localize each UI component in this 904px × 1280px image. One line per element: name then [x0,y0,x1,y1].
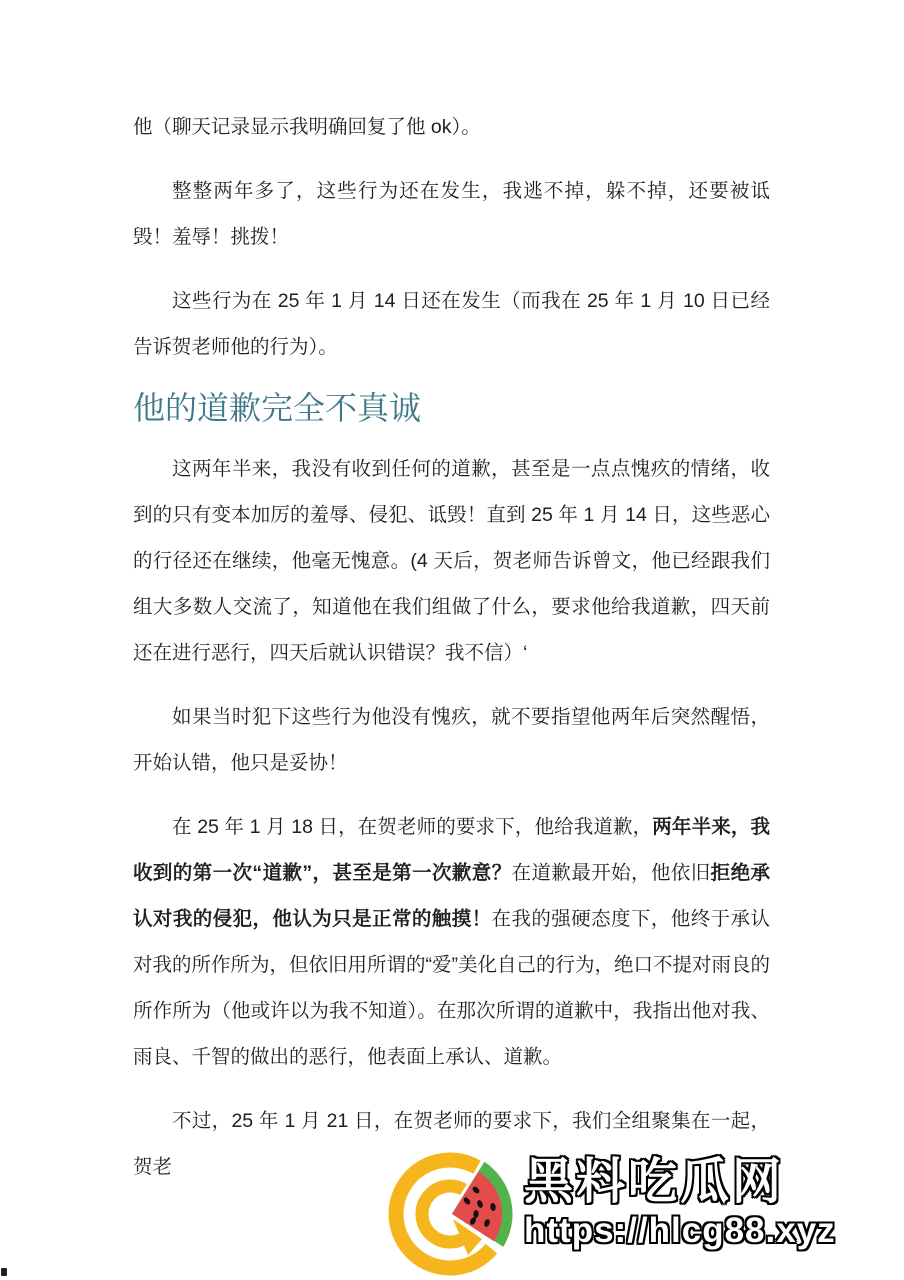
text-run: 不过，25 年 1 月 21 日，在贺老师的要求下，我们全组聚集在一起，贺老 [133,1110,770,1178]
watermark [386,1150,904,1280]
paragraph [133,694,770,786]
text-run: 他的道歉完全不真诚 [133,390,422,426]
watermark-text [524,1154,836,1252]
paragraph [133,446,770,676]
paragraph [133,804,770,1080]
section-heading [133,388,770,428]
bold-text-run: 两年半来，我收到的第一次“道歉”，甚至是第一次歉意？ [133,816,770,884]
text-run: 在我的强硬态度下，他终于承认对我的所作所为，但依旧用所谓的“爱”美化自己的行为，绝口不提对雨良的所作所为（他或许以为我不知道）。在那次所谓的道歉中，我指出他对我、雨良、千智的做出的恶行，他表面上承认、道歉。 [133,908,770,1068]
text-run: 他（聊天记录显示我明确回复了他 ok）。 [133,116,481,138]
text-run: 在道歉最开始，他依旧 [511,862,711,884]
bold-text-run: 拒绝承认对我的侵犯，他认为只是正常的触摸！ [133,862,770,930]
paragraph [133,278,770,370]
watermelon-c-logo-icon [386,1150,518,1280]
document-body [133,104,770,1190]
text-run: 整整两年多了，这些行为还在发生，我逃不掉，躲不掉，还要被诋毁！羞辱！挑拨！ [133,180,770,248]
paragraph [133,104,770,150]
text-run: 这些行为在 25 年 1 月 14 日还在发生（而我在 25 年 1 月 10 日已经告诉贺老师他的行为）。 [133,290,770,358]
text-run: 如果当时犯下这些行为他没有愧疚，就不要指望他两年后突然醒悟，开始认错，他只是妥协！ [133,706,770,774]
text-run: 在 25 年 1 月 18 日，在贺老师的要求下，他给我道歉， [172,816,653,838]
text-run: 这两年半来，我没有收到任何的道歉，甚至是一点点愧疚的情绪，收到的只有变本加厉的羞辱、侵犯、诋毁！直到 25 年 1 月 14 日，这些恶心的行径还在继续，他毫无愧意。(4 天后，贺老师告诉曾文，他已经跟我们组大多数人交流了，知道他在我们组做了什么，要求他给我道歉，四天前还在进行恶行，四天后就认识错误？我不信）‘ [133,458,770,664]
watermark-site-name: 黑料吃瓜网 [524,1155,785,1209]
paragraph [133,168,770,260]
watermark-url: https://hlcg88.xyz [524,1211,836,1250]
ink-dot-artifact [1,1268,7,1276]
